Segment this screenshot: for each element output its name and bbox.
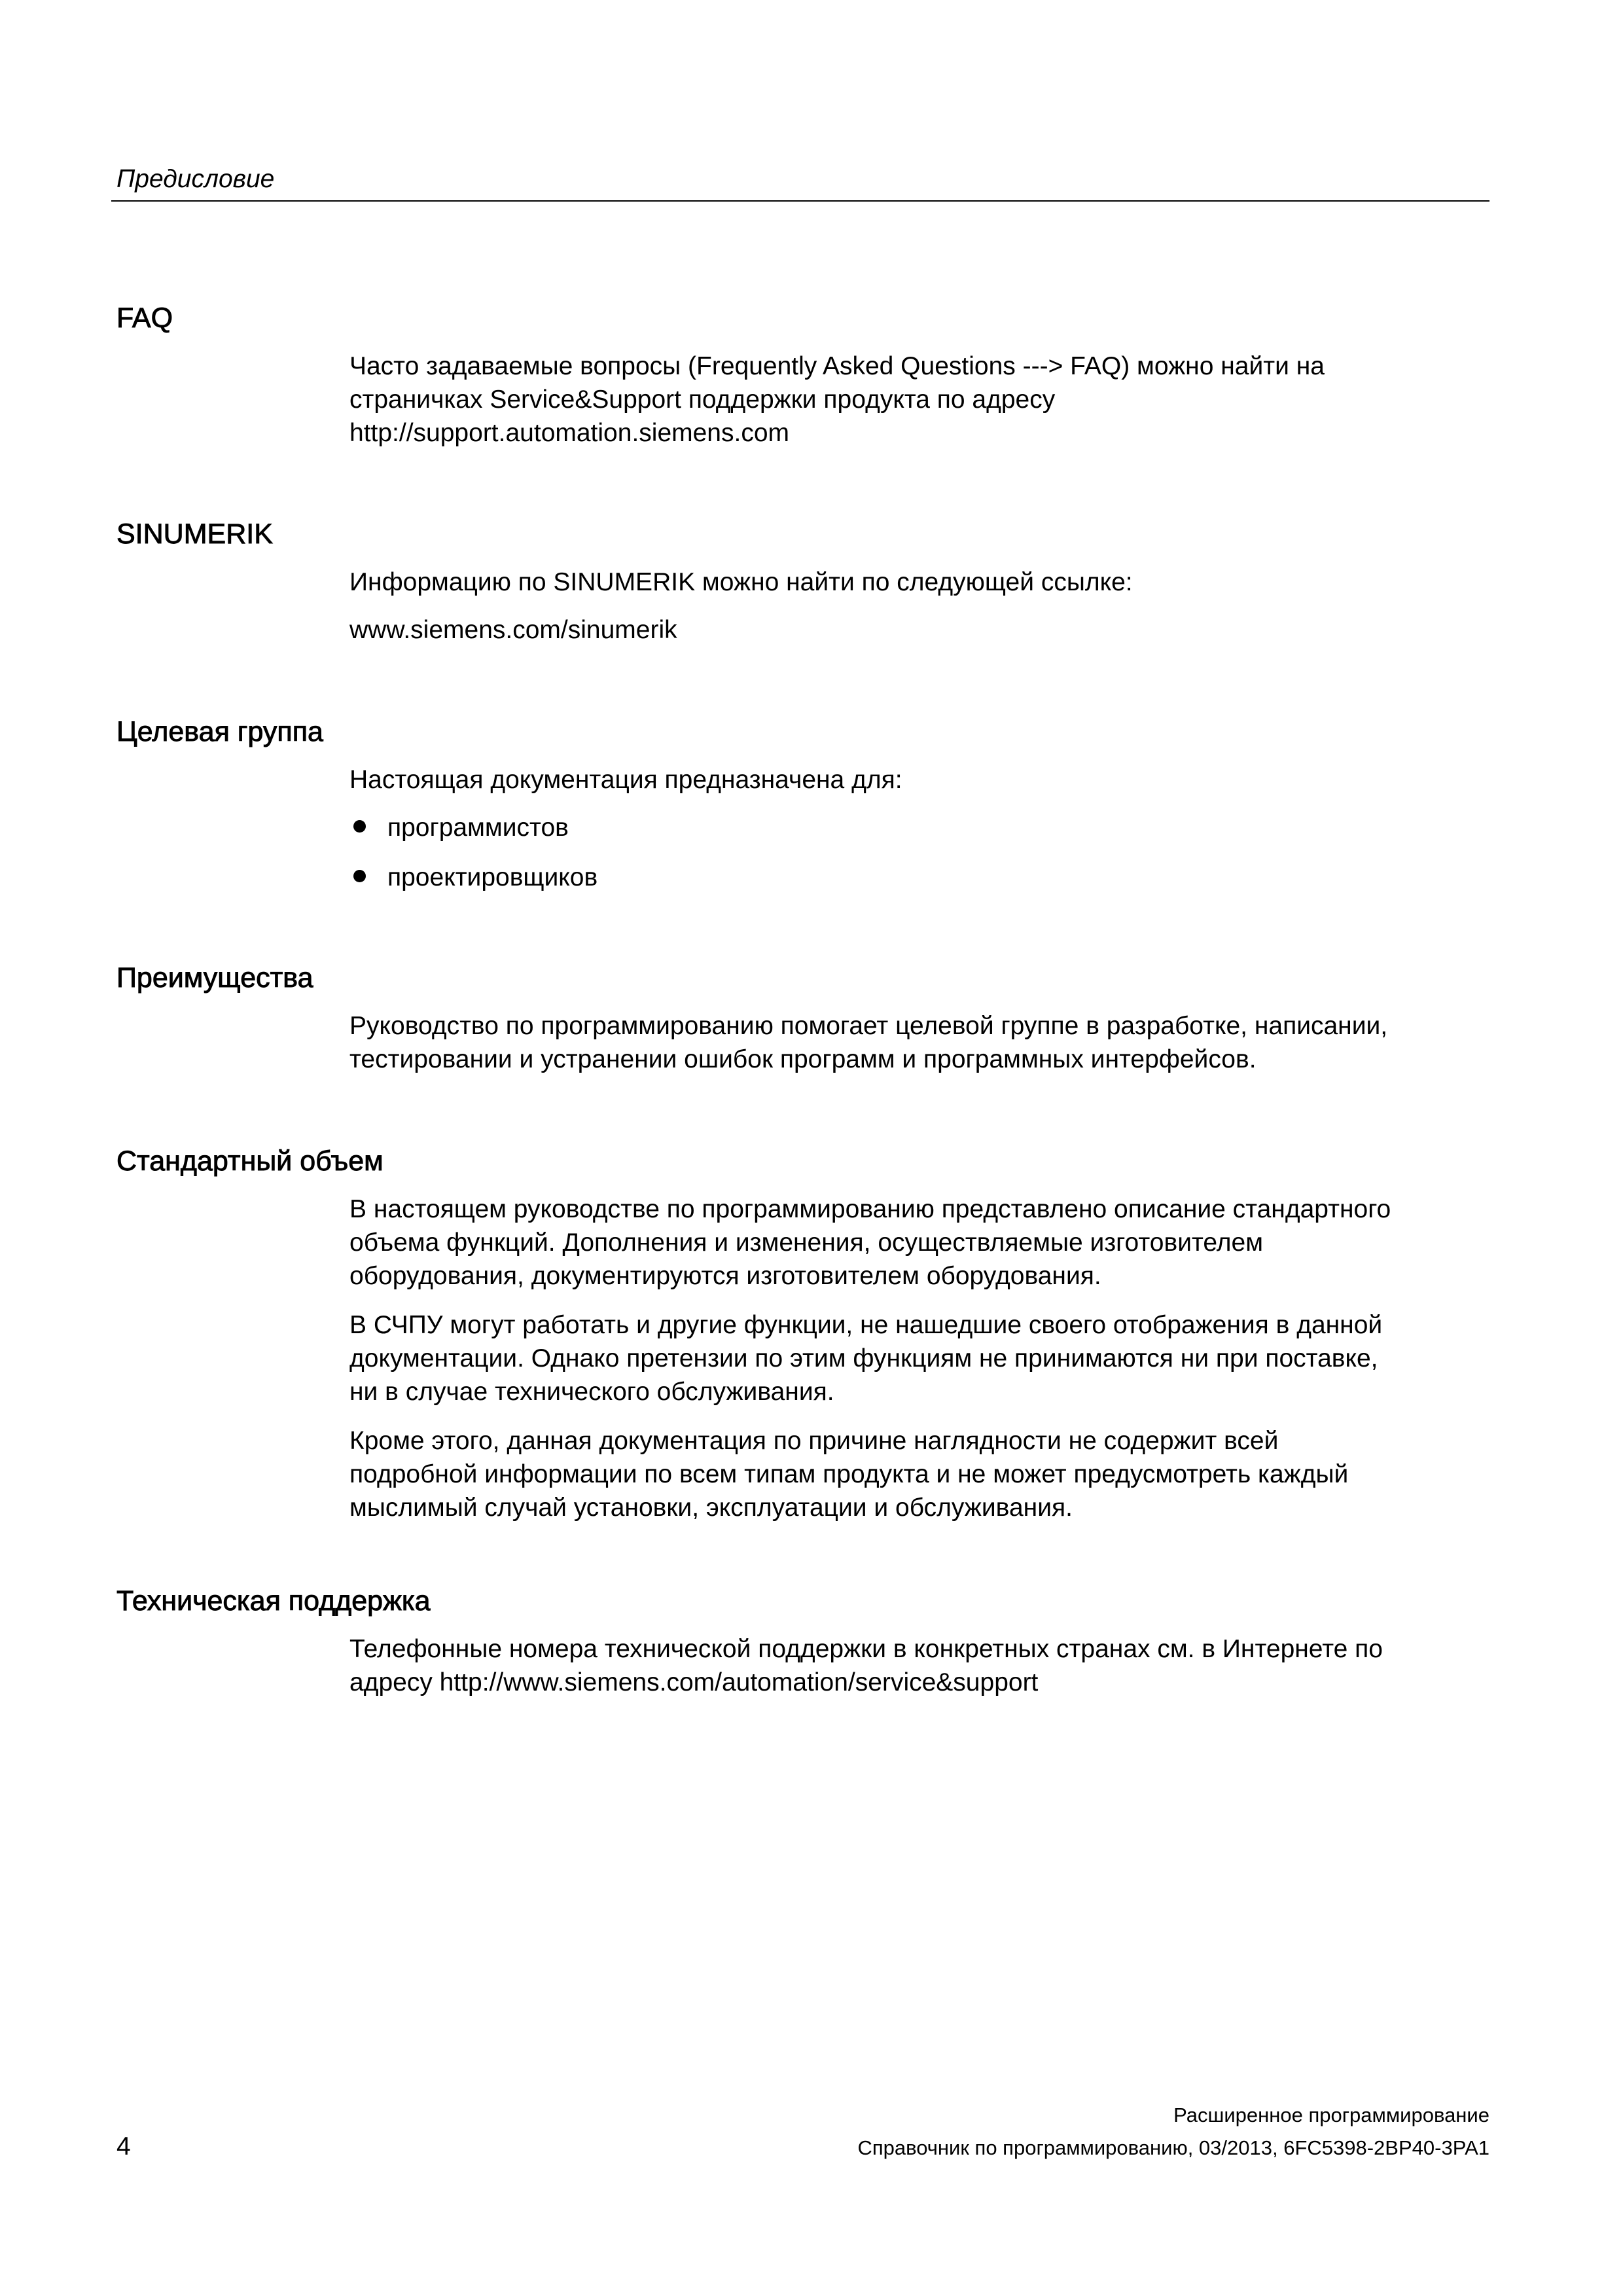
sinumerik-body	[349, 565, 1488, 647]
scope-p3-line-1: Кроме этого, данная документация по причине наглядности не содержит всей	[349, 1427, 1279, 1455]
list-item	[349, 811, 1488, 844]
scope-p2-line-2: документации. Однако претензии по этим функциям не принимаются ни при поставке,	[349, 1344, 1378, 1372]
header-rule	[111, 200, 1489, 202]
sinumerik-text: Информацию по SINUMERIK можно найти по следующей ссылке:	[349, 568, 1133, 596]
section-heading-standard-scope: Стандартный объем	[116, 1145, 383, 1177]
section-heading-faq: FAQ	[116, 302, 173, 334]
list-item-text: проектировщиков	[387, 863, 598, 891]
faq-line-2: страничках Service&Support поддержки продукта по адресу	[349, 386, 1056, 414]
scope-p1-line-3: оборудования, документируются изготовителем оборудования.	[349, 1262, 1101, 1290]
support-line-1: Телефонные номера технической поддержки в конкретных странах см. в Интернете по	[349, 1635, 1383, 1663]
section-heading-sinumerik: SINUMERIK	[116, 518, 273, 550]
section-heading-support: Техническая поддержка	[116, 1585, 431, 1617]
faq-line-1: Часто задаваемые вопросы (Frequently Asked Questions ---> FAQ) можно найти на	[349, 352, 1325, 380]
section-benefits	[116, 961, 1491, 1076]
section-sinumerik	[116, 517, 1491, 647]
list-item-text: программистов	[387, 814, 569, 842]
section-heading-benefits: Преимущества	[116, 962, 313, 994]
standard-scope-body	[349, 1193, 1488, 1524]
faq-link[interactable]: http://support.automation.siemens.com	[349, 419, 790, 447]
scope-p2-line-1: В СЧПУ могут работать и другие функции, не нашедшие своего отображения в данной	[349, 1311, 1383, 1339]
target-group-body	[349, 763, 1488, 894]
footer-doc-ref: Справочник по программированию, 03/2013, 6FC5398-2BP40-3PA1	[857, 2136, 1489, 2159]
running-header: Предисловие	[116, 165, 275, 193]
target-group-intro: Настоящая документация предназначена для:	[349, 766, 902, 794]
section-standard-scope	[116, 1144, 1491, 1524]
target-group-list	[349, 811, 1488, 894]
faq-body	[349, 350, 1488, 450]
page-number: 4	[116, 2132, 131, 2161]
footer-doc-title: Расширенное программирование	[1173, 2104, 1489, 2126]
benefits-line-1: Руководство по программированию помогает целевой группе в разработке, написании,	[349, 1012, 1388, 1040]
section-faq	[116, 301, 1491, 450]
sinumerik-link[interactable]: www.siemens.com/sinumerik	[349, 616, 677, 644]
section-heading-target-group: Целевая группа	[116, 716, 323, 747]
scope-p1-line-1: В настоящем руководстве по программированию представлено описание стандартного	[349, 1195, 1391, 1223]
bullet-icon	[353, 820, 366, 833]
list-item	[349, 861, 1488, 894]
section-support	[116, 1584, 1491, 1699]
section-target-group	[116, 715, 1491, 910]
support-line-2[interactable]: адресу http://www.siemens.com/automation/service&support	[349, 1668, 1039, 1696]
scope-p2-line-3: ни в случае технического обслуживания.	[349, 1378, 834, 1406]
scope-p1-line-2: объема функций. Дополнения и изменения, осуществляемые изготовителем	[349, 1229, 1264, 1257]
bullet-icon	[353, 870, 366, 882]
scope-p3-line-3: мыслимый случай установки, эксплуатации и обслуживания.	[349, 1494, 1073, 1522]
scope-p3-line-2: подробной информации по всем типам продукта и не может предусмотреть каждый	[349, 1460, 1349, 1488]
benefits-line-2: тестировании и устранении ошибок программ и программных интерфейсов.	[349, 1045, 1257, 1073]
benefits-body	[349, 1009, 1488, 1076]
support-body	[349, 1632, 1488, 1699]
